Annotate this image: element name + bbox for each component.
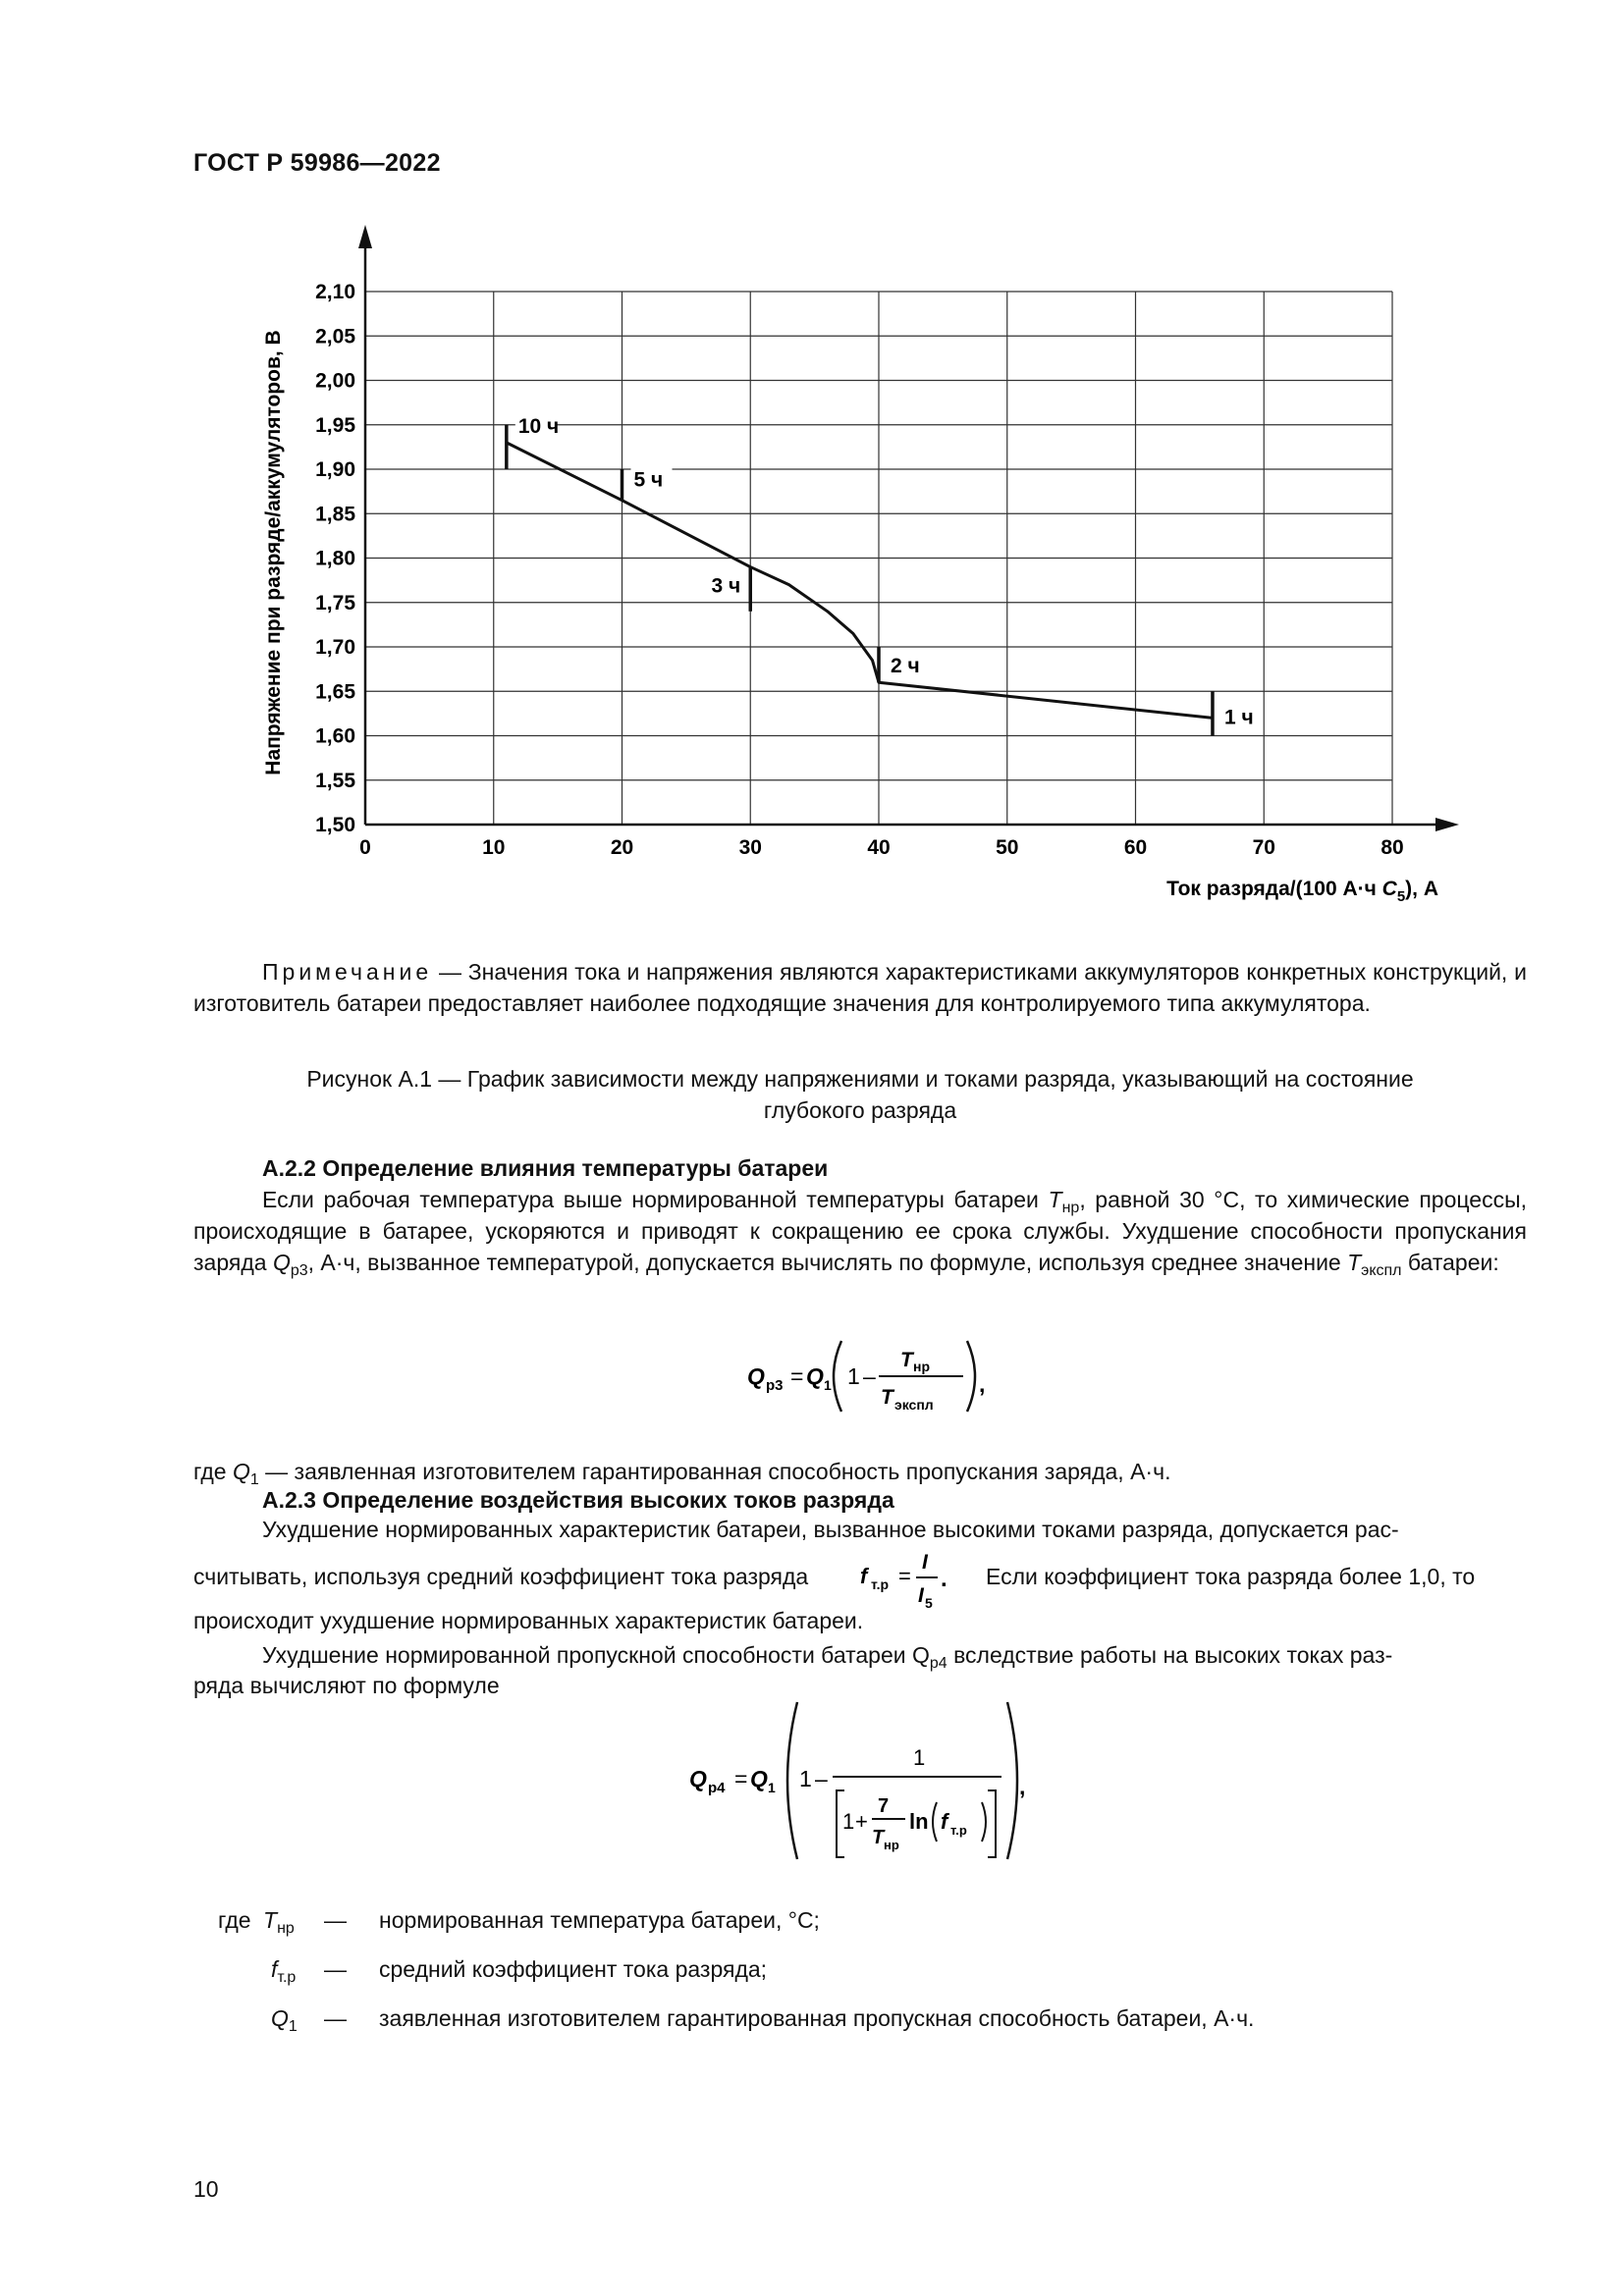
- f1-eq: =: [790, 1363, 804, 1389]
- x-axis-label-symbol: C: [1381, 878, 1397, 900]
- y-tick-label: 1,80: [315, 547, 355, 570]
- f2-lhs: Q: [689, 1766, 707, 1791]
- page-number: 10: [193, 2176, 219, 2202]
- y-axis-label: Напряжение при разряде/аккумуляторов, В: [262, 330, 285, 775]
- hour-marker-label: 5 ч: [633, 468, 664, 492]
- definition-row: [0, 2003, 1624, 2037]
- f2-seven: 7: [878, 1795, 890, 1817]
- a22-text-4: батареи:: [1401, 1250, 1499, 1275]
- chart-tick-labels: [315, 281, 1404, 859]
- f2-numer: 1: [913, 1745, 926, 1770]
- f1-den: T: [881, 1386, 893, 1409]
- f2-right-bracket: [988, 1790, 996, 1857]
- hour-marker-label: 10 ч: [517, 414, 560, 438]
- f2-right-paren: [1007, 1702, 1017, 1859]
- section-a23-heading: А.2.3 Определение воздействия высоких токов разряда: [262, 1487, 894, 1513]
- where1-sub: 1: [249, 1471, 259, 1488]
- def0-dash: —: [324, 1907, 347, 1933]
- f2-minus: –: [815, 1766, 828, 1791]
- f2-lhs-sub: р4: [708, 1780, 726, 1796]
- f1-one: 1: [847, 1363, 860, 1389]
- f1-q1-sub: 1: [824, 1377, 832, 1393]
- y-tick-label: 1,50: [315, 814, 355, 836]
- y-tick-label: 2,00: [315, 369, 355, 393]
- a23-p2-sub: р4: [929, 1655, 947, 1672]
- x-tick-label: 20: [610, 836, 634, 859]
- def0-symbol: T: [263, 1907, 278, 1933]
- f2-t: T: [872, 1827, 885, 1848]
- if-num: I: [922, 1551, 928, 1574]
- x-tick-label: 10: [482, 836, 506, 859]
- a22-t-symbol: T: [1048, 1187, 1062, 1212]
- y-tick-label: 1,75: [315, 591, 355, 614]
- x-tick-label: 70: [1252, 836, 1275, 859]
- a23-p1-line3: происходит ухудшение нормированных характеристик батареи.: [193, 1608, 864, 1633]
- formula-qp4: [687, 1696, 1041, 1868]
- x-axis-label-post: ), A: [1405, 878, 1438, 900]
- where1-symbol: Q: [232, 1459, 250, 1484]
- y-tick-label: 1,60: [315, 724, 355, 748]
- x-axis-arrow: [1435, 818, 1459, 831]
- f2-q1-sub: 1: [768, 1780, 776, 1795]
- if-den: I: [918, 1584, 924, 1607]
- x-axis-label-sub: 5: [1396, 888, 1406, 905]
- chart-grid: [365, 292, 1392, 825]
- a22-te-sub: экспл: [1361, 1262, 1402, 1279]
- f2-tail: ,: [1019, 1774, 1026, 1799]
- inline-formula-ftr: [854, 1541, 982, 1616]
- def0-text: нормированная температура батареи, °С;: [379, 1907, 820, 1933]
- discharge-curve-line: [507, 443, 1213, 719]
- if-dot: .: [941, 1566, 947, 1592]
- f2-q1: Q: [750, 1766, 768, 1791]
- f1-num-sub: нр: [913, 1359, 931, 1374]
- document-header: ГОСТ Р 59986—2022: [193, 149, 441, 177]
- y-tick-label: 2,10: [315, 281, 355, 303]
- voltage-current-chart: [255, 221, 1473, 908]
- y-tick-label: 2,05: [315, 325, 355, 348]
- f2-ln-left-paren: [933, 1802, 937, 1842]
- section-a22-heading: А.2.2 Определение влияния температуры батареи: [262, 1155, 829, 1181]
- chart-axes: [358, 225, 1459, 831]
- y-tick-label: 1,90: [315, 458, 355, 481]
- note-label: Примечание: [262, 959, 433, 985]
- f1-num: T: [900, 1349, 913, 1371]
- def1-symbol: f: [271, 1956, 278, 1982]
- a22-t-sub: нр: [1061, 1200, 1080, 1216]
- def2-symbol: Q: [271, 2005, 289, 2031]
- f2-one: 1: [799, 1766, 812, 1791]
- a22-text-1: Если рабочая температура выше нормированной температуры батареи: [262, 1187, 1049, 1212]
- f2-t-sub: нр: [884, 1838, 899, 1852]
- f2-left-paren: [787, 1702, 797, 1859]
- f2-ln-right-paren: [982, 1802, 986, 1842]
- chart-markers: [507, 413, 1263, 736]
- f2-plus: +: [855, 1809, 868, 1834]
- figure-caption-line1: Рисунок А.1 — График зависимости между напряжениями и токами разряда, указывающий на состояние: [306, 1066, 1414, 1092]
- hour-marker-label: 2 ч: [891, 655, 920, 678]
- if-f: f: [860, 1564, 868, 1588]
- f1-right-paren: [967, 1341, 975, 1412]
- def2-text: заявленная изготовителем гарантированная пропускная способность батареи, А·ч.: [379, 2005, 1255, 2031]
- def1-sub: т.р: [277, 1969, 297, 1986]
- a22-q-symbol: Q: [272, 1250, 291, 1275]
- y-tick-label: 1,95: [315, 413, 355, 437]
- f2-eq: =: [734, 1766, 748, 1791]
- a23-p1-line2-pre: считывать, используя средний коэффициент тока разряда: [193, 1564, 809, 1589]
- figure-caption-line2: глубокого разряда: [763, 1097, 957, 1123]
- where1-text: — заявленная изготовителем гарантированная способность пропускания заряда, А·ч.: [258, 1459, 1171, 1484]
- f1-den-sub: экспл: [894, 1397, 934, 1413]
- f1-lhs-sub: р3: [766, 1377, 784, 1394]
- f1-q1: Q: [806, 1363, 824, 1389]
- x-tick-label: 0: [359, 836, 371, 859]
- definition-row: [0, 1954, 1624, 1988]
- if-f-sub: т.р: [871, 1576, 890, 1592]
- y-tick-label: 1,85: [315, 503, 355, 526]
- chart-series: [507, 443, 1213, 719]
- f1-lhs: Q: [747, 1363, 765, 1389]
- where-q1: где $Q_1$ — заявленная изготовителем гарантированная способность пропускания заряда, А·ч.: [193, 1459, 1171, 1488]
- a23-p2-line2: ряда вычисляют по формуле: [193, 1673, 500, 1698]
- note-text: — Значения тока и напряжения являются характеристиками аккумуляторов конкретных конструкций, и изготовитель батареи предоставляет наиболее подходящие значения для контролируемого типа аккумулятора.: [193, 959, 1527, 1016]
- figure-caption: [193, 1063, 1527, 1126]
- f2-f: f: [941, 1809, 948, 1834]
- a22-text-3: , А·ч, вызванное температурой, допускается вычислять по формуле, используя среднее значение: [307, 1250, 1348, 1275]
- definition-row: [0, 1905, 1624, 1939]
- f1-left-paren: [834, 1341, 841, 1412]
- hour-marker-label: 1 ч: [1223, 706, 1254, 729]
- if-den-sub: 5: [925, 1595, 933, 1611]
- x-tick-label: 80: [1380, 836, 1404, 859]
- y-tick-label: 1,55: [315, 769, 355, 792]
- x-tick-label: 50: [996, 836, 1019, 859]
- a23-p2-line1: Ухудшение нормированной пропускной способности батареи $Q_{р4}$ вследствие работы на высоких токах раз-: [262, 1642, 1393, 1672]
- f2-f-sub: т.р: [950, 1823, 967, 1838]
- a22-te-symbol: T: [1347, 1250, 1362, 1275]
- x-tick-label: 30: [738, 836, 762, 859]
- a22-text-2: , равной 30 °С, то химические процессы, происходящие в батарее, ускоряются и приводят к сокращению ее срока службы. Ухудшение способности пропускания заряда: [193, 1187, 1527, 1275]
- x-axis-label-pre: Ток разряда/(100 А·ч: [1166, 878, 1382, 900]
- figure-note: [193, 956, 1527, 1019]
- formula-qp3: [741, 1327, 997, 1425]
- def1-text: средний коэффициент тока разряда;: [379, 1956, 768, 1982]
- a22-q-sub: р3: [290, 1262, 308, 1279]
- f1-tail: ,: [979, 1371, 986, 1397]
- f1-minus: –: [863, 1363, 876, 1389]
- y-tick-label: 1,65: [315, 680, 355, 704]
- def1-dash: —: [324, 1956, 347, 1982]
- a23-p1-line2-post: Если коэффициент тока разряда более 1,0, то: [986, 1564, 1476, 1589]
- def0-sub: нр: [277, 1920, 295, 1937]
- def2-sub: 1: [288, 2018, 298, 2035]
- y-tick-label: 1,70: [315, 636, 355, 659]
- a23-p1-line1: Ухудшение нормированных характеристик батареи, вызванное высокими токами разряда, допускается рас-: [262, 1517, 1399, 1542]
- hour-marker-label: 3 ч: [711, 574, 741, 598]
- section-a22-paragraph: [193, 1184, 1527, 1278]
- y-axis-arrow: [358, 225, 372, 248]
- f2-ln: ln: [909, 1809, 929, 1834]
- x-axis-label: [1166, 878, 1438, 905]
- if-eq: =: [898, 1564, 911, 1588]
- definitions-pre: где: [218, 1907, 251, 1933]
- x-tick-label: 60: [1123, 836, 1148, 859]
- def2-dash: —: [324, 2005, 347, 2031]
- f2-inner-one: 1: [842, 1809, 855, 1834]
- x-tick-label: 40: [867, 836, 891, 859]
